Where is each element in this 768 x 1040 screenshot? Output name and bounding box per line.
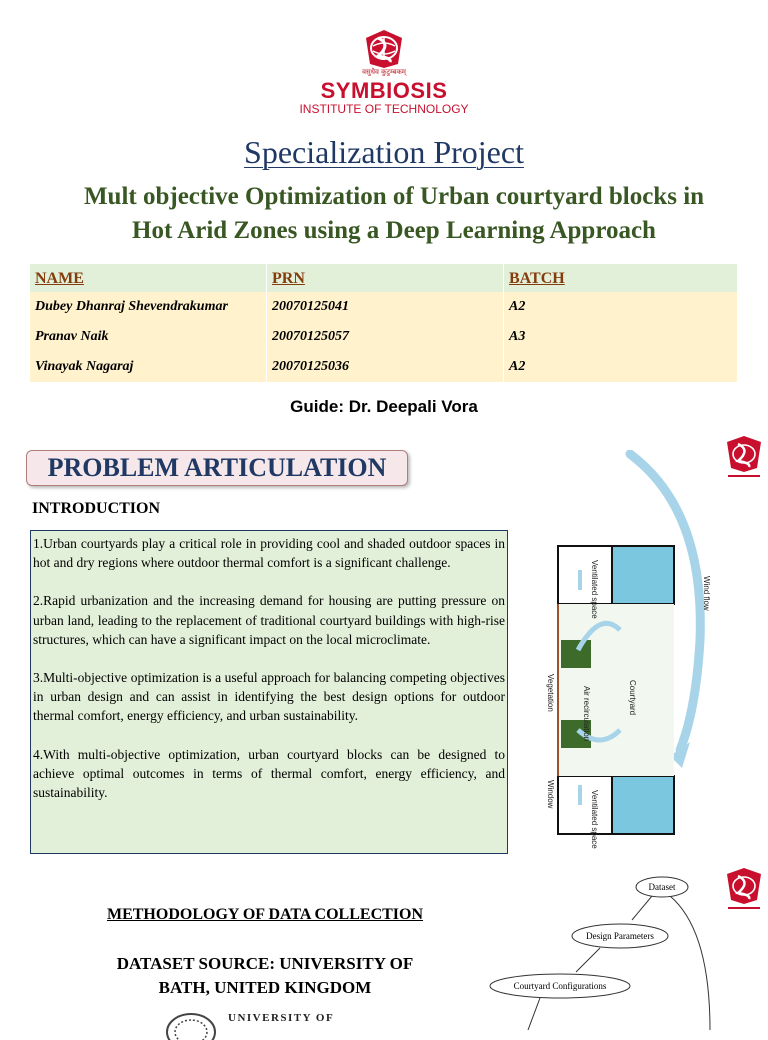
flow-node-design-parameters-label: Design Parameters (586, 931, 654, 941)
courtyard-airflow-diagram (520, 450, 720, 850)
label-ventilated-top: Ventilated space (590, 560, 599, 619)
header-prn: PRN (267, 264, 504, 292)
member-batch: A2 (504, 352, 738, 382)
label-window: Window (546, 780, 555, 809)
flow-edge (632, 896, 652, 920)
logo-tagline: वसुधैव कुटुम्बकम् (362, 68, 406, 76)
member-batch: A3 (504, 322, 738, 352)
methodology-flow-diagram (480, 870, 730, 1030)
member-prn: 20070125041 (267, 292, 504, 322)
dataset-source (60, 952, 470, 1000)
logo-subtitle: INSTITUTE OF TECHNOLOGY (299, 102, 469, 116)
intro-paragraph-2: 2.Rapid urbanization and the increasing demand for housing are putting pressure on urban land, leading to the replacement of traditional courtyard buildings with high-rise structures, which can have a significant impact on the local microclimate. (33, 593, 505, 647)
header-batch: BATCH (504, 264, 738, 292)
member-prn: 20070125036 (267, 352, 504, 382)
university-seal-icon (164, 1010, 218, 1040)
table-row (30, 322, 738, 352)
label-ventilated-bottom: Ventilated space (590, 790, 599, 849)
member-name: Vinayak Nagaraj (30, 352, 267, 382)
member-name: Pranav Naik (30, 322, 267, 352)
problem-articulation-heading: PROBLEM ARTICULATION (26, 450, 408, 486)
header-name: NAME (30, 264, 267, 292)
team-table (30, 264, 738, 382)
logo-name: SYMBIOSIS (320, 78, 448, 103)
label-vegetation: Vegetation (546, 674, 555, 712)
symbiosis-small-logo-icon (724, 434, 764, 480)
table-row (30, 352, 738, 382)
table-header-row (30, 264, 738, 292)
introduction-box (30, 530, 508, 854)
label-wind-flow: Wind flow (702, 576, 711, 611)
intro-paragraph-4: 4.With multi-objective optimization, urban courtyard blocks can be designed to achieve optimal outcomes in terms of thermal comfort, energy efficiency, and sustainability. (33, 746, 505, 801)
methodology-heading: METHODOLOGY OF DATA COLLECTION (106, 906, 424, 923)
symbiosis-logo-icon (362, 26, 406, 70)
flow-edge (670, 896, 710, 1030)
label-air-recirculation: Air recirculation (582, 686, 591, 742)
courtyard-area (558, 604, 674, 776)
page-title (0, 134, 768, 171)
flow-node-courtyard-configurations-label: Courtyard Configurations (513, 981, 607, 991)
page-title-text: Specialization Project (244, 134, 524, 170)
university-name: UNIVERSITY OF (228, 1012, 335, 1024)
flow-edge (576, 948, 600, 972)
dataset-source-line-1: DATASET SOURCE: UNIVERSITY OF (116, 954, 414, 973)
water-block-top (612, 546, 674, 604)
project-subtitle (20, 180, 768, 248)
subtitle-line-1: Mult objective Optimization of Urban courtyard blocks in (83, 183, 705, 210)
intro-paragraph-3: 3.Multi-objective optimization is a useful approach for balancing competing objectives in urban design and can assist in identifying the best design options for outdoor thermal comfort, energy efficiency, and urban sustainability. (33, 670, 505, 724)
symbiosis-small-logo-icon (724, 866, 764, 912)
vegetation-top-icon (561, 640, 591, 668)
member-batch: A2 (504, 292, 738, 322)
member-prn: 20070125057 (267, 322, 504, 352)
intro-paragraph-1: 1.Urban courtyards play a critical role in providing cool and shaded outdoor spaces in hot and dry regions where outdoor thermal comfort is a significant challenge. (33, 536, 505, 571)
label-courtyard: Courtyard (628, 680, 637, 716)
dataset-source-line-2: BATH, UNITED KINGDOM (158, 978, 372, 997)
flow-node-dataset-label: Dataset (648, 882, 676, 892)
subtitle-line-2: Hot Arid Zones using a Deep Learning Approach (132, 217, 656, 244)
water-block-bottom (612, 776, 674, 834)
introduction-heading: INTRODUCTION (32, 500, 161, 517)
table-row (30, 292, 738, 322)
ventilated-room-bottom (558, 776, 612, 834)
ventilated-room-top (558, 546, 612, 604)
member-name: Dubey Dhanraj Shevendrakumar (30, 292, 267, 322)
flow-edge (528, 998, 540, 1030)
guide-text: Guide: Dr. Deepali Vora (290, 397, 478, 416)
